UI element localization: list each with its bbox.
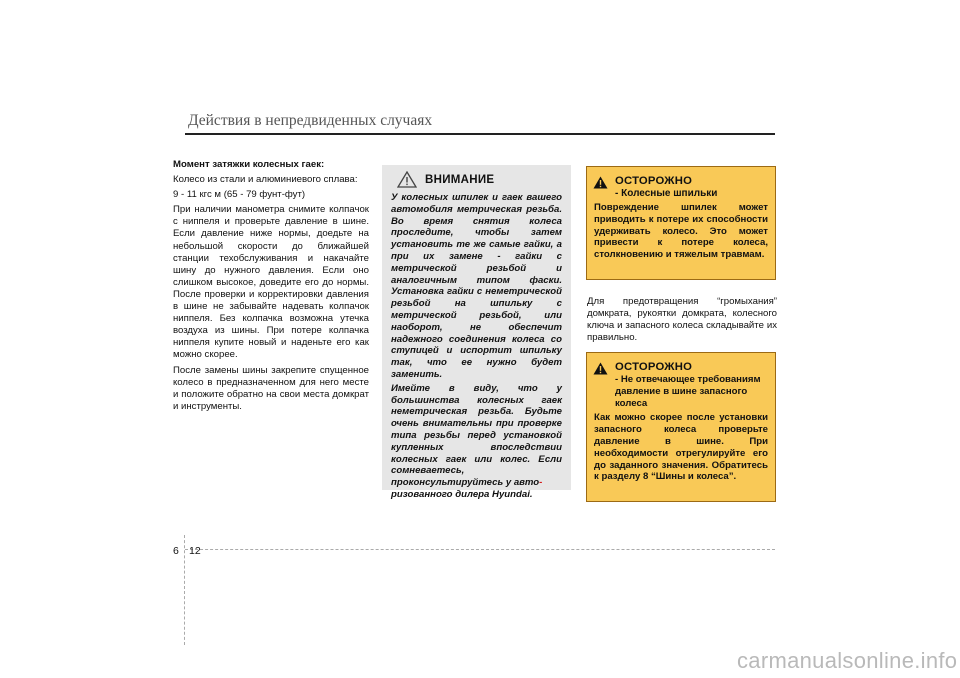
- warning-paragraph-2-main: Имейте в виду, что у большинства колесных гаек неметрическая резьба. Будьте очень внимательны при проверке типа резьбы перед установкой купленных впоследствии колесных гаек или колес. Если сомневаетесь, проконсультируйтесь у авто: [391, 382, 562, 489]
- warning-header: [391, 171, 562, 188]
- warning-paragraph-2-end: ризованного дилера Hyundai.: [391, 488, 533, 500]
- caution-subtitle: - Не отвечающее требованиям давление в шине запасного колеса: [615, 374, 761, 409]
- warning-hyphen: -: [539, 477, 543, 489]
- header-rule: [185, 133, 775, 135]
- caution-titles: [615, 361, 765, 409]
- wheel-material-text: Колесо из стали и алюминиевого сплава:: [173, 174, 358, 186]
- warning-paragraph-1: У колесных шпилек и гаек вашего автомобиля метрическая резьба. Во время снятия колеса проследите, чтобы затем установить те же самые гайки, а при их замене - гайки с метрической резьбой и аналогичным типом фаски. Установка гайки с неметрической резьбой на шпильку с метрической резьбой, или наоборот, не обеспечит надежного соединения колеса со ступицей и испортит шпильку так, что ее нужно будет заменить.: [391, 192, 562, 380]
- torque-heading: Момент затяжки колесных гаек:: [173, 159, 325, 170]
- caution-box-spare-pressure: [586, 352, 776, 502]
- warning-box: [382, 165, 571, 500]
- tire-pressure-paragraph: При наличии манометра снимите колпачок с ниппеля и проверьте давление в шине. Если давление ниже нормы, доедьте на небольшой скорости до ближайшей станции техобслуживания и накачайте шину до нужного давления. Если оно слишком высокое, доведите его до нормы. После проверки и корректировки давления в шине не забывайте надевать колпачок ниппеля. Без колпачка возможна утечка воздуха из шины. При потере колпачка ниппеля купите новый и наденьте его как можно скорее.: [173, 204, 369, 361]
- caution-box-wheel-studs: [586, 166, 776, 280]
- caution-titles: [615, 175, 717, 199]
- page-number: 12: [189, 545, 201, 557]
- caution-subtitle: - Колесные шпильки: [615, 188, 718, 199]
- rattle-prevention-paragraph: Для предотвращения “громыхания” домкрата, рукоятки домкрата, колесного ключа и запасного колеса складывайте их правильно.: [587, 296, 777, 343]
- footer-vertical-divider: [184, 535, 185, 645]
- page-header-title: Действия в непредвиденных случаях: [188, 112, 433, 129]
- caution-triangle-filled-icon: [593, 176, 608, 189]
- caution-title: ОСТОРОЖНО: [615, 175, 693, 187]
- watermark: carmanualsonline.info: [737, 648, 958, 673]
- warning-paragraph-2: [391, 383, 562, 501]
- left-column: [173, 159, 369, 416]
- caution-body: Как можно скорее после установки запасного колеса проверьте давление в шине. При необходимости отрегулируйте его до заданного значения. Обратитесь к разделу 8 “Шины и колеса”.: [594, 412, 768, 483]
- caution-body: Повреждение шпилек может приводить к потере их способности удерживать колесо. Это может привести к потере колеса, столкновению и тяжелым травмам.: [594, 202, 768, 261]
- torque-value-text: 9 - 11 кгс м (65 - 79 фунт-фут): [173, 189, 306, 201]
- chapter-number: 6: [173, 545, 179, 557]
- warning-body: [391, 192, 562, 501]
- caution-triangle-filled-icon: [593, 362, 608, 375]
- stowing-paragraph: После замены шины закрепите спущенное колесо в предназначенном для него месте и положите обратно на свои места домкрат и инструменты.: [173, 364, 369, 412]
- footer-divider: [185, 549, 775, 550]
- warning-triangle-outline-icon: [397, 171, 417, 188]
- caution-header: [587, 167, 775, 199]
- caution-title: ОСТОРОЖНО: [615, 361, 693, 373]
- caution-header: [587, 353, 775, 409]
- warning-title: ВНИМАНИЕ: [425, 173, 495, 186]
